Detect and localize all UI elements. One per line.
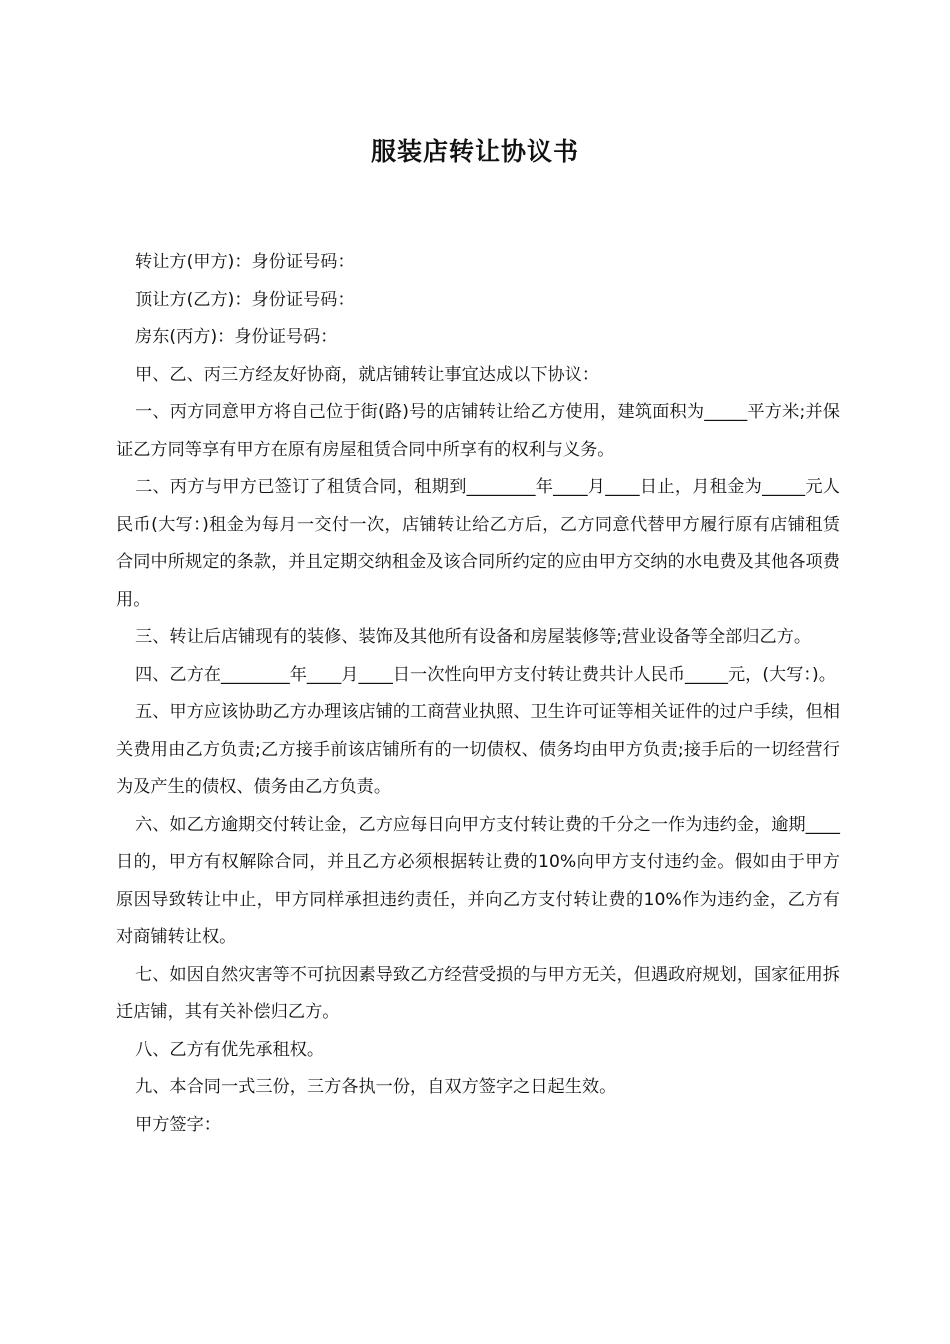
clause-2: 二、丙方与甲方已签订了租赁合同，租期到________年____月____日止，月租金为_____元人民币(大写：)租金为每月一交付一次，店铺转让给乙方后，乙方同意代替甲方履行原有店铺租赁合同中所规定的条款，并且定期交纳租金及该合同所约定的应由甲方交纳的水电费及其他各项费用。 (116, 477, 840, 610)
clause-8: 八、乙方有优先承租权。 (135, 1039, 325, 1060)
preamble-paragraph: 甲、乙、丙三方经友好协商，就店铺转让事宜达成以下协议： (135, 364, 600, 385)
party-c-line: 房东(丙方)：身份证号码： (135, 327, 338, 347)
document-body (116, 244, 840, 1144)
clause-3: 三、转让后店铺现有的装修、装饰及其他所有设备和房屋装修等;营业设备等全部归乙方。 (135, 627, 812, 647)
clause-1: 一、丙方同意甲方将自己位于街(路)号的店铺转让给乙方使用，建筑面积为_____平方米;并保证乙方同等享有甲方在原有房屋租赁合同中所享有的权利与义务。 (116, 402, 840, 460)
clause-4: 四、乙方在________年____月____日一次性向甲方支付转让费共计人民币_____元，(大写：)。 (135, 664, 836, 685)
clause-7: 七、如因自然灾害等不可抗因素导致乙方经营受损的与甲方无关，但遇政府规划，国家征用拆迁店铺，其有关补偿归乙方。 (116, 964, 840, 1022)
clause-9: 九、本合同一式三份，三方各执一份，自双方签字之日起生效。 (135, 1077, 617, 1097)
party-a-line: 转让方(甲方)：身份证号码： (135, 252, 355, 272)
document-title: 服装店转让协议书 (370, 137, 579, 166)
clause-5: 五、甲方应该协助乙方办理该店铺的工商营业执照、卫生许可证等相关证件的过户手续，但相关费用由乙方负责;乙方接手前该店铺所有的一切债权、债务均由甲方负责;接手后的一切经营行为及产生的债权、债务由乙方负责。 (116, 702, 840, 797)
clause-6: 六、如乙方逾期交付转让金，乙方应每日向甲方支付转让费的千分之一作为违约金，逾期____日的，甲方有权解除合同，并且乙方必须根据转让费的10%向甲方支付违约金。假如由于甲方原因导致转让中止，甲方同样承担违约责任，并向乙方支付转让费的10%作为违约金，乙方有对商铺转让权。 (116, 814, 840, 947)
party-a-signature-line: 甲方签字： (135, 1114, 221, 1135)
party-b-line: 顶让方(乙方)：身份证号码： (135, 289, 355, 310)
